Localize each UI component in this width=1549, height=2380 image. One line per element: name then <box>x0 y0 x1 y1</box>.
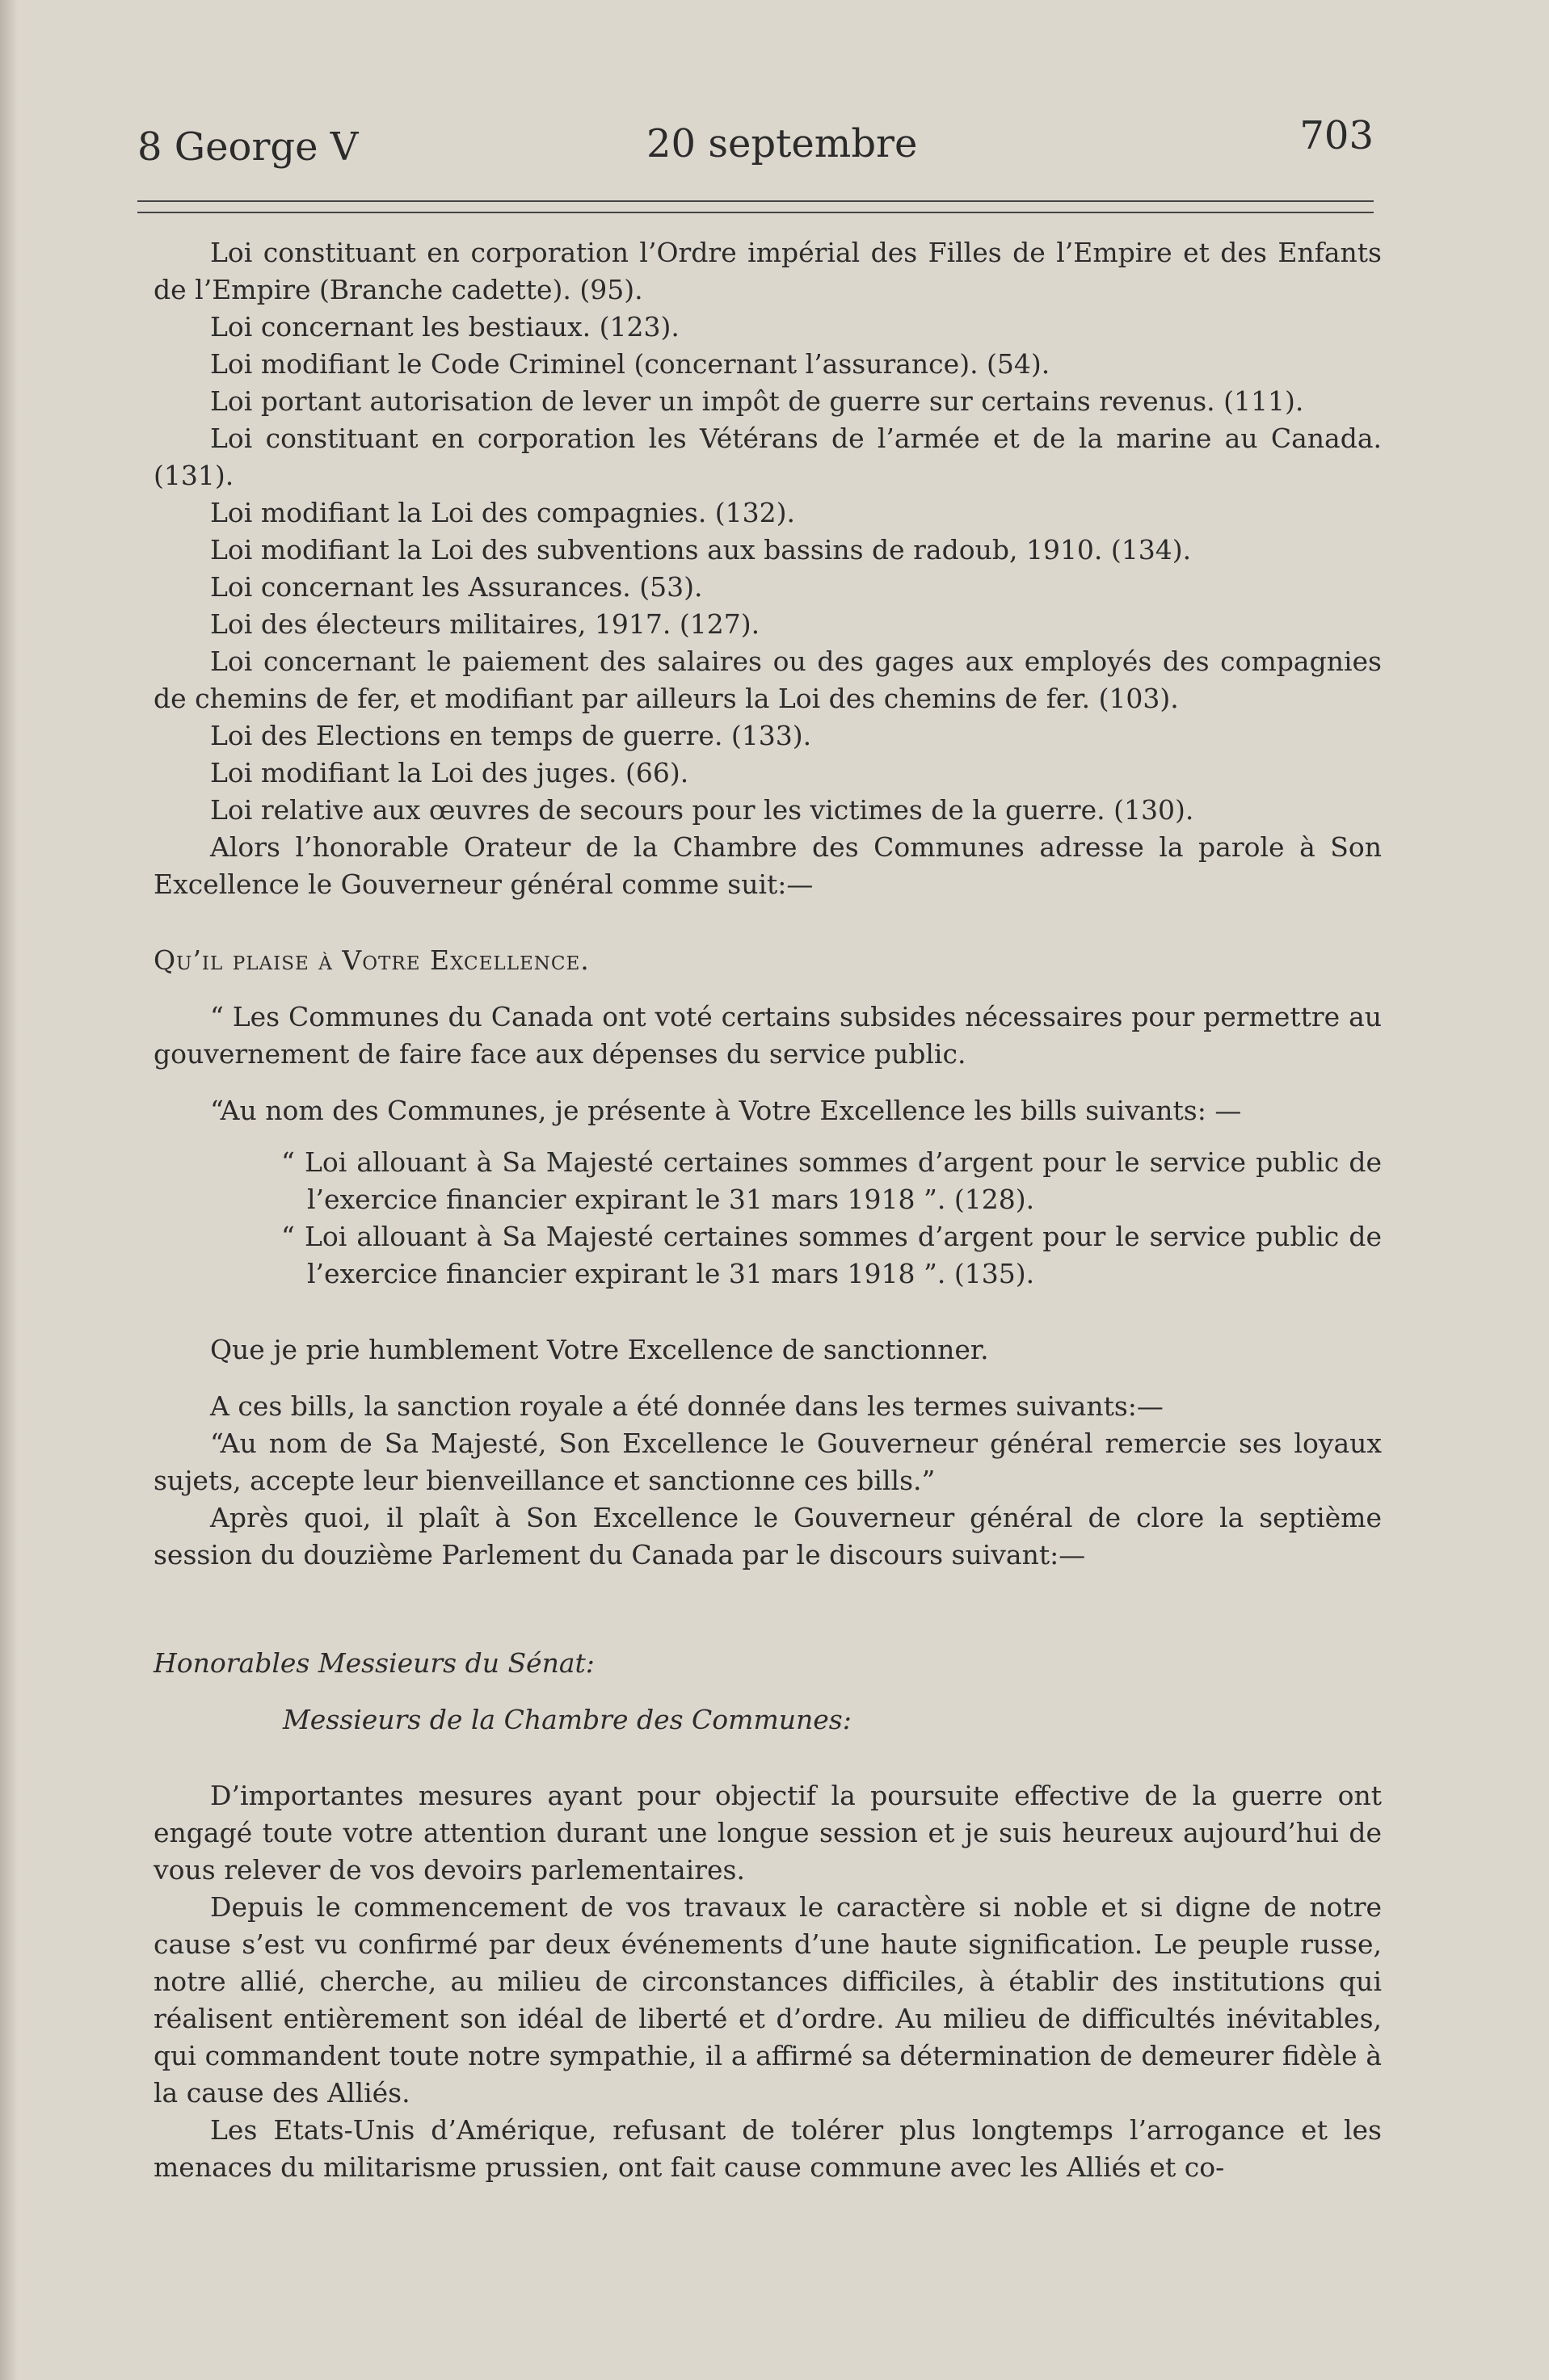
prorogation-intro: Après quoi, il plaît à Son Excellence le Gouverneur général de clore la septième session du douzième Parlement du Canada par le discours suivant:— <box>154 1502 1382 1571</box>
bill-entry: Loi constituant en corporation l’Ordre impérial des Filles de l’Empire et des Enfants de l’Empire (Branche cadette). (95). <box>154 237 1382 305</box>
presenting-bills: “Au nom des Communes, je présente à Votre Excellence les bills suivants: — <box>210 1095 1242 1126</box>
assent-intro: A ces bills, la sanction royale a été donnée dans les termes suivants:— <box>210 1390 1164 1422</box>
speech-paragraph: Les Etats-Unis d’Amérique, refusant de tolérer plus longtemps l’arrogance et les menaces du militarisme prussien, ont fait cause commune avec les Alliés et co- <box>154 2114 1382 2183</box>
bill-entry: Loi des électeurs militaires, 1917. (127). <box>210 608 760 640</box>
speech-paragraph: D’importantes mesures ayant pour objectif la poursuite effective de la guerre ont engagé toute votre attention durant une longue session et je suis heureux aujourd’hui de vous relever de vos devoirs parlementaires. <box>154 1780 1382 1886</box>
bill-entry: Loi modifiant la Loi des juges. (66). <box>210 757 689 788</box>
supply-statement: “ Les Communes du Canada ont voté certains subsides nécessaires pour permettre au gouvernement de faire face aux dépenses du service public. <box>154 1001 1382 1070</box>
assent-words: “Au nom de Sa Majesté, Son Excellence le Gouverneur général remercie ses loyaux sujets, accepte leur bienveillance et sanctionne ces bills.” <box>154 1428 1382 1496</box>
bill-entry: Loi constituant en corporation les Vétérans de l’armée et de la marine au Canada. (131). <box>154 423 1382 491</box>
supply-bill: “ Loi allouant à Sa Majesté certaines sommes d’argent pour le service public de l’exercice financier expirant le 31 mars 1918 ”. (135). <box>281 1221 1382 1289</box>
header-regnal-year: 8 George V <box>137 124 359 170</box>
speech-paragraph: Depuis le commencement de vos travaux le caractère si noble et si digne de notre cause s’est vu confirmé par deux événements d’une haute signification. Le peuple russe, notre allié, cherche, au milieu de circonstances difficiles, à établir des institutions qui réalisent entièrement son idéal de liberté et d’ordre. Au milieu de difficultés inévitables, qui commandent toute notre sympathie, il a affirmé sa détermination de demeurer fidèle à la cause des Alliés. <box>154 1891 1382 2109</box>
bill-entry: Loi modifiant le Code Criminel (concernant l’assurance). (54). <box>210 348 1050 380</box>
address-salutation: Qu’il plaise à Votre Excellence. <box>154 944 590 976</box>
bill-entry: Loi modifiant la Loi des compagnies. (132). <box>210 497 796 528</box>
header-date: 20 septembre <box>646 121 918 166</box>
bill-entry: Loi concernant les Assurances. (53). <box>210 571 703 603</box>
bill-entry: Loi concernant les bestiaux. (123). <box>210 311 680 343</box>
speaker-address-intro: Alors l’honorable Orateur de la Chambre des Communes adresse la parole à Son Excellence le Gouverneur général comme suit:— <box>154 831 1382 900</box>
page-body <box>154 234 1382 2186</box>
speech-salutation-commons: Messieurs de la Chambre des Communes: <box>283 1704 852 1735</box>
page-number: 703 <box>1299 113 1374 158</box>
bill-entry: Loi portant autorisation de lever un impôt de guerre sur certains revenus. (111). <box>210 385 1304 417</box>
header-rule-bottom <box>137 212 1374 213</box>
assent-request: Que je prie humblement Votre Excellence de sanctionner. <box>210 1334 989 1365</box>
page-header <box>137 113 1374 186</box>
bill-entry: Loi relative aux œuvres de secours pour les victimes de la guerre. (130). <box>210 794 1194 826</box>
speech-salutation-senate: Honorables Messieurs du Sénat: <box>154 1647 595 1679</box>
bill-entry: Loi modifiant la Loi des subventions aux bassins de radoub, 1910. (134). <box>210 534 1192 566</box>
bill-entry: Loi des Elections en temps de guerre. (133). <box>210 720 812 751</box>
header-rule-top <box>137 200 1374 202</box>
bill-entry: Loi concernant le paiement des salaires ou des gages aux employés des compagnies de chemins de fer, et modifiant par ailleurs la Loi des chemins de fer. (103). <box>154 645 1382 714</box>
supply-bill: “ Loi allouant à Sa Majesté certaines sommes d’argent pour le service public de l’exercice financier expirant le 31 mars 1918 ”. (128). <box>281 1146 1382 1215</box>
